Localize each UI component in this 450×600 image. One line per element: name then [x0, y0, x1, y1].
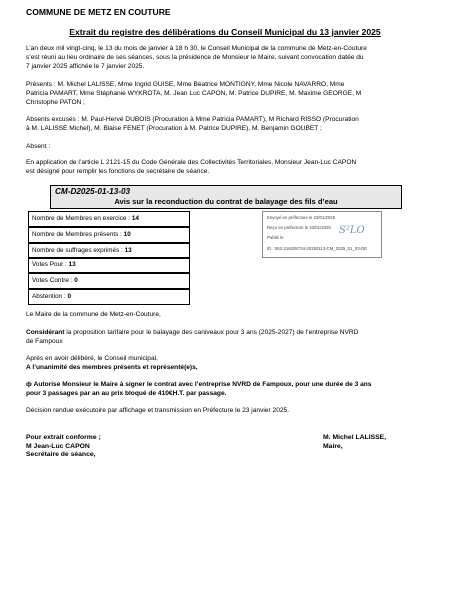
prefecture-sent: Envoyé en préfecture le 23/01/2025	[267, 215, 336, 220]
considerant-rest: la proposition tarifaire pour le balayage des caniveaux pour 3 ans (2025-2027) de l’entreprise NVRD	[64, 329, 359, 336]
apres-line-1: Après en avoir délibéré, le Conseil municipal,	[26, 355, 158, 362]
bullet-icon: ф	[26, 381, 34, 388]
considerant-line-1	[26, 329, 358, 338]
vote-row-exercice	[28, 211, 190, 227]
decision-line: Décision rendue exécutoire par affichage et transmission en Préfecture le 23 janvier 2025.	[26, 407, 290, 414]
vote-value: 14	[131, 215, 139, 222]
article-line-2: est désigné pour remplir les fonctions de secrétaire de séance.	[26, 168, 210, 175]
apres-line-2: A l’unanimité des membres présents et représenté(e)s,	[26, 364, 198, 371]
intro-line-3: 7 janvier 2025 affichée le 7 janvier 2025.	[26, 63, 145, 70]
excuses-line-1: Absents excusés : M. Paul-Hervé DUBOIS (Procuration à Mme Patricia PAMART), M Richard RISSO (Procuration	[26, 116, 359, 123]
autorise-rest: Monsieur le Maire à signer le contrat avec l’entreprise NVRD de Fampoux, pour une durée de 3 ans	[60, 381, 372, 388]
slo-logo: S²LO	[339, 225, 365, 236]
vote-label: Nombre de Membres en exercice :	[32, 215, 132, 222]
intro-line-2: s’est réuni au lieu ordinaire de ses séances, sous la présidence de Monsieur le Maire, suivant convocation datée du	[26, 54, 364, 61]
signature-left-line-3: Secrétaire de séance,	[26, 451, 96, 459]
absent-label: Absent :	[26, 143, 51, 150]
presents-line-3: Christophe PATON ;	[26, 99, 85, 106]
presents-line-1: Présents : M. Michel LALISSE, Mme Ingrid GUISE, Mme Béatrice MONTIGNY, Mme Nicole NAVARRO, Mme	[26, 81, 345, 88]
vote-label: Nombre de Membres présents :	[32, 231, 124, 238]
vote-text	[32, 277, 78, 284]
vote-text	[32, 293, 71, 300]
deliberation-object: Avis sur la reconduction du contrat de balayage des fils d’eau	[114, 197, 338, 206]
vote-label: Nombre de suffrages exprimés :	[32, 247, 125, 254]
signature-mayor	[323, 434, 386, 451]
commune-name: COMMUNE DE METZ EN COUTURE	[26, 7, 171, 17]
autorise-bold: Autorise	[33, 381, 61, 388]
signature-left-line-1: Pour extrait conforme ;	[26, 434, 101, 441]
vote-label: Abstention :	[32, 293, 68, 300]
vote-value: 0	[67, 293, 72, 300]
considerant-bold: Considérant	[26, 329, 65, 336]
article-line-1: En application de l’article L 2121-15 du Code Générale des Collectivités Territoriales, Monsieur Jean-Luc CAPON	[26, 159, 357, 166]
prefecture-stamp	[262, 211, 382, 258]
maire-line: Le Maire de la commune de Metz-en-Couture,	[26, 311, 161, 318]
vote-row-presents	[28, 227, 190, 243]
deliberation-header	[50, 185, 402, 209]
signature-left-line-2: M Jean-Luc CAPON	[26, 442, 90, 450]
vote-label: Votes Contre :	[32, 277, 75, 284]
signature-secretary	[26, 434, 101, 460]
signature-right-line-2: Maire,	[323, 442, 343, 450]
intro-line-1: L’an deux mil vingt-cinq, le 13 du mois de janvier à 18 h 30, le Conseil Municipal de la commune de Metz-en-Couture	[26, 45, 367, 52]
autorise-line-2: pour 3 passages par an au prix bloqué de 410€H.T. par passage.	[26, 390, 227, 397]
vote-row-contre	[28, 273, 190, 289]
excuses-line-2: à M. LALISSE Michel), M. Blaise FENET (Procuration à M. Patrice DUPIRE), M. Benjamin GOUBET ;	[26, 125, 322, 132]
vote-value: 10	[123, 231, 131, 238]
document-title: Extrait du registre des délibérations du Conseil Municipal du 13 janvier 2025	[69, 27, 381, 37]
vote-text	[32, 215, 139, 222]
prefecture-published: Publié le	[267, 235, 284, 240]
considerant-line-2: de Fampoux	[26, 338, 63, 345]
vote-row-abstention	[28, 289, 190, 305]
vote-text	[32, 261, 76, 268]
vote-label: Votes Pour :	[32, 261, 69, 268]
vote-row-pour	[28, 257, 190, 273]
prefecture-id: ID : 062-216205724-20250113-CM_2025_01_03-DE	[267, 246, 368, 251]
vote-text	[32, 231, 131, 238]
vote-value: 0	[74, 277, 78, 284]
prefecture-received: Reçu en préfecture le 23/01/2025	[267, 225, 331, 230]
vote-value: 13	[68, 261, 76, 268]
presents-line-2: Patricia PAMART, Mme Stéphanie WYKROTA, M. Jean Luc CAPON, M. Patrice DUPIRE, M. Maxime GEORGE, M	[26, 90, 362, 97]
vote-text	[32, 247, 132, 254]
autorise-line-1	[26, 381, 371, 390]
signature-right-line-1: M. Michel LALISSE,	[323, 434, 387, 441]
vote-value: 13	[124, 247, 132, 254]
deliberation-code: CM-D2025-01-13-03	[55, 187, 131, 196]
